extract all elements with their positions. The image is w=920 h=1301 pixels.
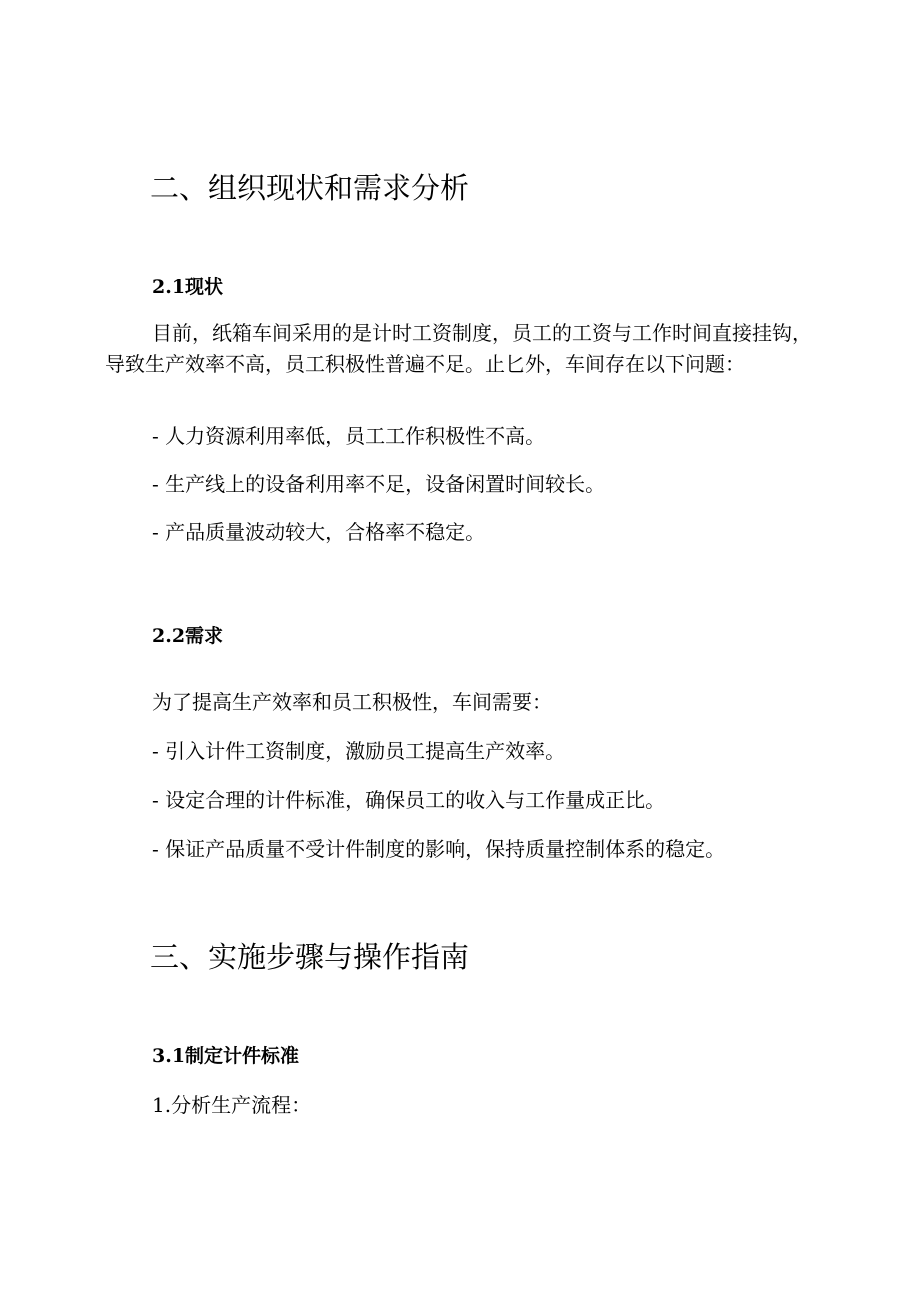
section-2-2-heading: 2.2需求 xyxy=(152,625,224,647)
section-2-2-bullet-2: - 设定合理的计件标准，确保员工的收入与工作量成正比。 xyxy=(152,788,666,812)
section-3-1-item-1: 1.分析生产流程： xyxy=(152,1093,312,1117)
section-2-heading: 二、组织现状和需求分析 xyxy=(150,171,470,205)
section-2-1-bullet-2: - 生产线上的设备利用率不足，设备闲置时间较长。 xyxy=(152,472,606,496)
section-2-2-intro: 为了提高生产效率和员工积极性，车间需要： xyxy=(152,690,552,714)
section-3-heading: 三、实施步骤与操作指南 xyxy=(150,940,470,974)
section-2-1-paragraph: 目前，纸箱车间采用的是计时工资制度，员工的工资与工作时间直接挂钩，导致生产效率不高，员工积极性普遍不足。止匕外，车间存在以下问题： xyxy=(105,321,812,376)
section-2-1-bullet-1: - 人力资源利用率低，员工工作积极性不高。 xyxy=(152,424,546,448)
section-2-1-heading: 2.1现状 xyxy=(152,276,224,298)
section-2-2-bullet-1: - 引入计件工资制度，激励员工提高生产效率。 xyxy=(152,739,566,763)
section-2-1-bullet-3: - 产品质量波动较大，合格率不稳定。 xyxy=(152,520,486,544)
section-3-1-heading: 3.1制定计件标准 xyxy=(152,1045,300,1067)
section-2-2-bullet-3: - 保证产品质量不受计件制度的影响，保持质量控制体系的稳定。 xyxy=(152,837,726,861)
